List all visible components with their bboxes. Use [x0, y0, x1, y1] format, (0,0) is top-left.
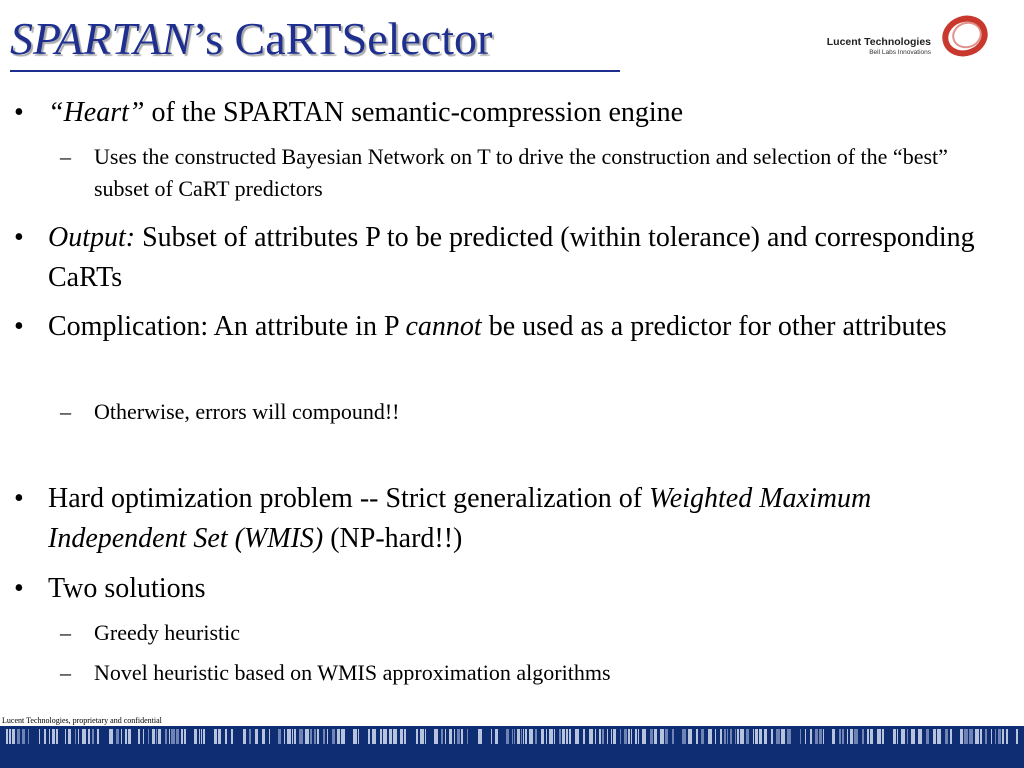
- slide-title-rest: ’s CaRTSelector: [192, 13, 493, 64]
- barcode-stripe: [125, 729, 127, 744]
- barcode-stripe: [541, 729, 544, 744]
- barcode-stripe: [569, 729, 571, 744]
- barcode-stripe: [682, 729, 686, 744]
- barcode-stripe: [56, 729, 58, 744]
- barcode-stripe: [815, 729, 818, 744]
- barcode-stripe: [393, 729, 397, 744]
- barcode-stripe: [425, 729, 426, 744]
- bullet-marker: •: [14, 311, 24, 342]
- bullet-two-solutions-text: Two solutions: [48, 573, 206, 604]
- barcode-stripe: [6, 729, 8, 744]
- lucent-ring-icon: [937, 14, 993, 58]
- footer-confidential-note: Lucent Technologies, proprietary and confidential: [2, 716, 162, 725]
- barcode-stripe: [28, 729, 29, 744]
- barcode-stripe: [353, 729, 357, 744]
- logo-company-name: Lucent Technologies: [826, 36, 931, 48]
- barcode-stripe: [420, 729, 424, 744]
- bullet-heart-text: of the SPARTAN semantic-compression engine: [144, 97, 684, 128]
- subbullet-novel-text: Novel heuristic based on WMIS approximation algorithms: [94, 660, 611, 685]
- barcode-stripe: [269, 729, 270, 744]
- barcode-stripe: [740, 729, 744, 744]
- barcode-stripe: [181, 729, 183, 744]
- barcode-stripe: [654, 729, 657, 744]
- barcode-stripe: [715, 729, 716, 744]
- barcode-stripe: [214, 729, 217, 744]
- barcode-stripe: [613, 729, 616, 744]
- barcode-stripe: [201, 729, 202, 744]
- barcode-stripe: [980, 729, 982, 744]
- bullet-complication-italic: cannot: [405, 311, 482, 342]
- barcode-stripe: [294, 729, 296, 744]
- barcode-stripe: [589, 729, 593, 744]
- barcode-stripe: [607, 729, 608, 744]
- barcode-stripe: [231, 729, 233, 744]
- barcode-stripe: [68, 729, 71, 744]
- barcode-stripe: [434, 729, 438, 744]
- barcode-stripe: [535, 729, 537, 744]
- barcode-stripe: [624, 729, 627, 744]
- barcode-stripe: [937, 729, 941, 744]
- barcode-stripe: [893, 729, 896, 744]
- barcode-stripe: [523, 729, 524, 744]
- barcode-stripe: [148, 729, 149, 744]
- dash-marker: –: [60, 660, 71, 685]
- barcode-stripe: [249, 729, 251, 744]
- barcode-stripe: [495, 729, 498, 744]
- bullet-marker: •: [14, 222, 24, 253]
- barcode-stripe: [449, 729, 452, 744]
- barcode-stripe: [454, 729, 455, 744]
- bullet-marker: •: [14, 483, 24, 514]
- barcode-stripe: [781, 729, 785, 744]
- barcode-stripe: [870, 729, 873, 744]
- barcode-stripe: [918, 729, 922, 744]
- barcode-stripe: [441, 729, 443, 744]
- subbullet-greedy-text: Greedy heuristic: [94, 620, 240, 645]
- barcode-stripe: [445, 729, 446, 744]
- barcode-stripe: [203, 729, 205, 744]
- barcode-stripe: [341, 729, 345, 744]
- subbullet-errors-text: Otherwise, errors will compound!!: [94, 399, 400, 424]
- barcode-stripe: [746, 729, 749, 744]
- barcode-stripe: [128, 729, 131, 744]
- barcode-stripe: [776, 729, 780, 744]
- barcode-stripe: [243, 729, 246, 744]
- barcode-stripe: [165, 729, 167, 744]
- barcode-stripe: [65, 729, 66, 744]
- barcode-stripe: [292, 729, 293, 744]
- barcode-stripe: [602, 729, 604, 744]
- barcode-stripe: [97, 729, 99, 744]
- bullet-marker: •: [14, 573, 24, 604]
- barcode-stripe: [755, 729, 758, 744]
- barcode-stripe: [638, 729, 639, 744]
- bullet-marker: •: [14, 97, 24, 128]
- barcode-stripe: [194, 729, 197, 744]
- bullet-two-solutions: [14, 569, 998, 609]
- barcode-stripe: [52, 729, 55, 744]
- barcode-stripe: [642, 729, 646, 744]
- title-underline: [10, 70, 620, 72]
- bullet-output-italic: Output:: [48, 222, 136, 253]
- barcode-stripe: [337, 729, 340, 744]
- barcode-stripe: [701, 729, 704, 744]
- barcode-stripe: [877, 729, 881, 744]
- barcode-stripe: [514, 729, 515, 744]
- barcode-stripe: [720, 729, 722, 744]
- barcode-stripe: [169, 729, 170, 744]
- barcode-stripe: [17, 729, 20, 744]
- barcode-stripe: [882, 729, 884, 744]
- dash-marker: –: [60, 144, 71, 169]
- barcode-stripe: [389, 729, 392, 744]
- subbullet-bayesian-text: Uses the constructed Bayesian Network on T to drive the construction and selection of the “best” subset of CaRT predictors: [94, 144, 948, 201]
- subbullet-errors: [60, 396, 974, 428]
- barcode-stripe: [650, 729, 653, 744]
- barcode-stripe: [517, 729, 520, 744]
- barcode-stripe: [628, 729, 630, 744]
- barcode-stripe: [262, 729, 265, 744]
- barcode-stripe: [960, 729, 963, 744]
- barcode-stripe: [478, 729, 482, 744]
- barcode-stripe: [9, 729, 11, 744]
- barcode-stripe: [708, 729, 712, 744]
- barcode-stripe: [907, 729, 908, 744]
- barcode-stripe: [810, 729, 812, 744]
- barcode-stripe: [950, 729, 952, 744]
- barcode-stripe: [562, 729, 565, 744]
- barcode-stripe: [1016, 729, 1018, 744]
- barcode-stripe: [116, 729, 119, 744]
- barcode-stripe: [599, 729, 601, 744]
- barcode-stripe: [546, 729, 547, 744]
- barcode-stripe: [559, 729, 561, 744]
- barcode-stripe: [554, 729, 555, 744]
- barcode-stripe: [847, 729, 848, 744]
- barcode-stripe: [75, 729, 76, 744]
- footer-barcode-pattern: [0, 726, 1024, 768]
- barcode-stripe: [158, 729, 161, 744]
- barcode-stripe: [696, 729, 698, 744]
- bullet-output-text: Subset of attributes P to be predicted (within tolerance) and corresponding CaRTs: [48, 222, 975, 293]
- barcode-stripe: [945, 729, 948, 744]
- barcode-stripe: [933, 729, 936, 744]
- barcode-stripe: [225, 729, 227, 744]
- barcode-stripe: [506, 729, 509, 744]
- barcode-stripe: [901, 729, 905, 744]
- dash-marker: –: [60, 399, 71, 424]
- barcode-stripe: [416, 729, 418, 744]
- barcode-stripe: [358, 729, 359, 744]
- barcode-stripe: [964, 729, 968, 744]
- barcode-stripe: [631, 729, 632, 744]
- barcode-stripe: [1002, 729, 1004, 744]
- barcode-stripe: [764, 729, 767, 744]
- barcode-stripe: [969, 729, 973, 744]
- bullet-heart: [14, 93, 998, 133]
- barcode-stripe: [529, 729, 533, 744]
- barcode-stripe: [862, 729, 864, 744]
- barcode-stripe: [566, 729, 568, 744]
- barcode-stripe: [850, 729, 853, 744]
- barcode-stripe: [753, 729, 754, 744]
- barcode-stripe: [457, 729, 460, 744]
- barcode-stripe: [22, 729, 25, 744]
- barcode-stripe: [327, 729, 328, 744]
- barcode-stripe: [491, 729, 492, 744]
- barcode-stripe: [323, 729, 325, 744]
- barcode-stripe: [92, 729, 94, 744]
- barcode-stripe: [998, 729, 1001, 744]
- barcode-stripe: [383, 729, 387, 744]
- barcode-stripe: [730, 729, 732, 744]
- barcode-stripe: [82, 729, 86, 744]
- barcode-stripe: [854, 729, 858, 744]
- barcode-stripe: [152, 729, 155, 744]
- dash-marker: –: [60, 620, 71, 645]
- barcode-stripe: [284, 729, 285, 744]
- barcode-stripe: [88, 729, 90, 744]
- barcode-stripe: [143, 729, 144, 744]
- barcode-stripe: [199, 729, 200, 744]
- barcode-stripe: [1006, 729, 1008, 744]
- barcode-stripe: [771, 729, 773, 744]
- barcode-stripe: [620, 729, 621, 744]
- barcode-stripe: [404, 729, 406, 744]
- slide-title-italic: SPARTAN: [10, 13, 193, 64]
- bullet-hard-optimization: [14, 479, 998, 559]
- barcode-stripe: [78, 729, 79, 744]
- barcode-stripe: [975, 729, 979, 744]
- bullet-output: [14, 218, 998, 298]
- barcode-stripe: [44, 729, 46, 744]
- barcode-stripe: [724, 729, 726, 744]
- barcode-stripe: [787, 729, 791, 744]
- subbullet-bayesian: [60, 141, 974, 205]
- barcode-stripe: [635, 729, 637, 744]
- bullet-complication: [14, 307, 998, 347]
- barcode-stripe: [911, 729, 915, 744]
- barcode-stripe: [121, 729, 122, 744]
- barcode-stripe: [737, 729, 739, 744]
- bullet-hard-italic: Weighted Maximum Independent Set (WMIS): [48, 483, 872, 554]
- barcode-stripe: [368, 729, 370, 744]
- barcode-stripe: [299, 729, 303, 744]
- barcode-stripe: [310, 729, 312, 744]
- barcode-stripe: [12, 729, 15, 744]
- barcode-stripe: [156, 729, 157, 744]
- barcode-stripe: [819, 729, 822, 744]
- barcode-stripe: [611, 729, 612, 744]
- barcode-stripe: [109, 729, 113, 744]
- barcode-stripe: [176, 729, 179, 744]
- barcode-stripe: [39, 729, 40, 744]
- barcode-stripe: [995, 729, 996, 744]
- barcode-stripe: [512, 729, 513, 744]
- barcode-stripe: [461, 729, 463, 744]
- bullet-hard-text1: Hard optimization problem -- Strict generalization of: [48, 483, 650, 514]
- barcode-stripe: [521, 729, 522, 744]
- bullet-complication-text2: be used as a predictor for other attributes: [481, 311, 947, 342]
- barcode-stripe: [595, 729, 596, 744]
- barcode-stripe: [672, 729, 674, 744]
- barcode-stripe: [800, 729, 801, 744]
- barcode-stripe: [525, 729, 527, 744]
- bullet-hard-text2: (NP-hard!!): [323, 523, 463, 554]
- bullet-complication-text1: Complication: An attribute in P: [48, 311, 406, 342]
- barcode-stripe: [897, 729, 898, 744]
- barcode-stripe: [839, 729, 841, 744]
- barcode-stripe: [287, 729, 291, 744]
- barcode-stripe: [467, 729, 468, 744]
- barcode-stripe: [867, 729, 869, 744]
- barcode-stripe: [583, 729, 585, 744]
- footer-barcode-bar: [0, 726, 1024, 768]
- barcode-stripe: [549, 729, 553, 744]
- slide-title: [10, 13, 493, 64]
- barcode-stripe: [985, 729, 987, 744]
- barcode-stripe: [332, 729, 335, 744]
- barcode-stripe: [805, 729, 806, 744]
- barcode-stripe: [823, 729, 824, 744]
- barcode-stripe: [400, 729, 403, 744]
- barcode-stripe: [926, 729, 929, 744]
- lucent-logo: [818, 14, 993, 58]
- barcode-stripe: [688, 729, 692, 744]
- barcode-stripe: [218, 729, 221, 744]
- barcode-stripe: [49, 729, 50, 744]
- barcode-stripe: [184, 729, 186, 744]
- barcode-stripe: [735, 729, 736, 744]
- barcode-stripe: [255, 729, 258, 744]
- barcode-stripe: [727, 729, 728, 744]
- barcode-stripe: [372, 729, 376, 744]
- subbullet-novel: [60, 657, 974, 689]
- barcode-stripe: [171, 729, 175, 744]
- barcode-stripe: [832, 729, 835, 744]
- barcode-stripe: [660, 729, 664, 744]
- barcode-stripe: [314, 729, 316, 744]
- bullet-heart-italic: “Heart”: [48, 97, 145, 128]
- subbullet-greedy: [60, 617, 974, 649]
- barcode-stripe: [317, 729, 319, 744]
- barcode-stripe: [278, 729, 281, 744]
- barcode-stripe: [665, 729, 668, 744]
- barcode-stripe: [305, 729, 309, 744]
- barcode-stripe: [380, 729, 382, 744]
- logo-subtitle: Bell Labs Innovations: [869, 49, 931, 56]
- barcode-stripe: [842, 729, 844, 744]
- barcode-stripe: [991, 729, 992, 744]
- barcode-stripe: [138, 729, 140, 744]
- barcode-stripe: [575, 729, 579, 744]
- barcode-stripe: [759, 729, 762, 744]
